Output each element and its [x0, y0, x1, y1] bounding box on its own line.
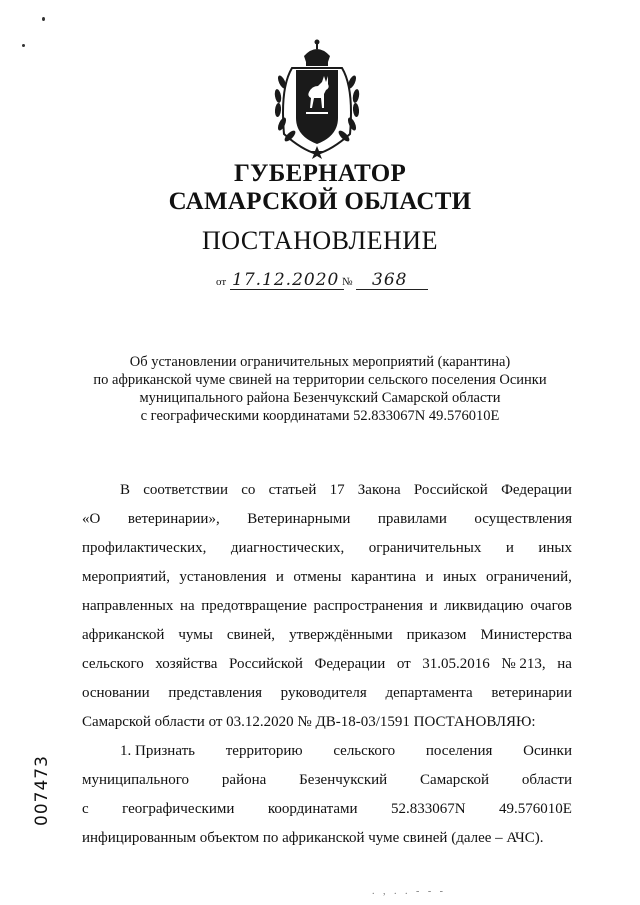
scan-speck	[42, 17, 45, 21]
word: свиней,	[226, 627, 276, 643]
word: очагов	[530, 598, 572, 614]
word: территорию	[225, 743, 303, 759]
word: ликвидацию	[444, 598, 524, 614]
scan-speck	[22, 44, 25, 47]
paragraph-line	[82, 534, 572, 563]
word: Ветеринарными	[247, 511, 351, 527]
word: Самарской	[420, 772, 489, 788]
subject-line: по африканской чуме свиней на территории сельского поселения Осинки	[93, 372, 547, 388]
word: области	[521, 772, 572, 788]
number-prefix: №	[342, 276, 353, 288]
word: чумы	[178, 627, 213, 643]
word: африканской	[82, 627, 165, 643]
word: Федерации	[314, 656, 386, 672]
word: карантина	[350, 569, 417, 585]
word: Российской	[228, 656, 303, 672]
preamble-paragraph	[82, 476, 572, 708]
word: предотвращение	[201, 598, 307, 614]
paragraph-line	[82, 737, 572, 766]
document-type: ПОСТАНОВЛЕНИЕ	[202, 226, 438, 255]
word: профилактических,	[82, 540, 207, 556]
number-value: 368	[372, 270, 408, 290]
issuer-line-2: САМАРСКОЙ ОБЛАСТИ	[168, 188, 472, 215]
word: диагностических,	[230, 540, 345, 556]
paragraph-line	[82, 563, 572, 592]
word: и	[505, 540, 514, 556]
word: иных	[442, 569, 477, 585]
subject-line: Об установлении ограничительных мероприятий (карантина)	[129, 354, 511, 370]
word: района	[221, 772, 267, 788]
word: установления	[179, 569, 267, 585]
word: департамента	[385, 685, 473, 701]
word: с	[82, 801, 89, 817]
date-value: 17.12.2020	[232, 270, 340, 290]
word: и	[425, 569, 434, 585]
date-number-line	[210, 270, 450, 292]
word: и	[429, 598, 438, 614]
number-underline	[356, 289, 428, 290]
word: руководителя	[280, 685, 367, 701]
document-subject	[60, 353, 580, 425]
word: географическими	[122, 801, 235, 817]
registration-number: 007473	[32, 755, 52, 826]
word: муниципального	[82, 772, 190, 788]
word: распространения	[313, 598, 423, 614]
paragraph-line	[82, 795, 572, 824]
paragraph-line	[82, 505, 572, 534]
word: «О	[82, 511, 101, 527]
paragraph-line	[82, 476, 572, 505]
word: от	[396, 656, 411, 672]
word: координатами	[267, 801, 358, 817]
paragraph-line	[82, 650, 572, 679]
paragraph-line	[82, 679, 572, 708]
word: на	[179, 598, 195, 614]
word: Безенчукский	[299, 772, 388, 788]
word: соответствии	[143, 482, 228, 498]
word: осуществления	[474, 511, 572, 527]
word: 49.576010E	[499, 801, 572, 817]
word: основании	[82, 685, 150, 701]
issuer-title	[0, 160, 640, 216]
word: направленных	[82, 598, 174, 614]
clause-1-paragraph	[82, 737, 572, 824]
paragraph-line	[82, 621, 572, 650]
word: Осинки	[523, 743, 572, 759]
word: № 213,	[501, 656, 546, 672]
word: сельского	[82, 656, 144, 672]
word: В	[120, 482, 131, 498]
issuer-line-1: ГУБЕРНАТОР	[233, 160, 407, 187]
document-body	[82, 476, 572, 853]
word: на	[557, 656, 572, 672]
word: утверждёнными	[289, 627, 393, 643]
samara-coat-of-arms-icon	[262, 38, 372, 160]
word: статьей	[268, 482, 317, 498]
paragraph-line: Самарской области от 03.12.2020 № ДВ-18-03/1591 ПОСТАНОВЛЯЮ:	[82, 714, 536, 730]
date-underline	[230, 289, 344, 290]
word: Российской	[413, 482, 488, 498]
word: приказом	[406, 627, 467, 643]
word: хозяйства	[155, 656, 218, 672]
word: иных	[538, 540, 572, 556]
word: со	[241, 482, 256, 498]
paragraph-line	[82, 592, 572, 621]
scan-dots: . , . . - - -	[372, 886, 446, 897]
word: ограничительных	[368, 540, 482, 556]
word: ветеринарии	[491, 685, 572, 701]
word: 31.05.2016	[422, 656, 490, 672]
word: Закона	[357, 482, 401, 498]
word: мероприятий,	[82, 569, 170, 585]
word: Министерства	[480, 627, 572, 643]
subject-line: с географическими координатами 52.833067N 49.576010E	[140, 408, 500, 424]
date-prefix: от	[216, 276, 227, 288]
word: Федерации	[501, 482, 572, 498]
paragraph-line: инфицированным объектом по африканской чуме свиней (далее – АЧС).	[82, 830, 544, 846]
word: поселения	[425, 743, 493, 759]
word: 1. Признать	[120, 743, 195, 759]
word: ограничений,	[486, 569, 572, 585]
word: 52.833067N	[390, 801, 466, 817]
word: и	[275, 569, 284, 585]
subject-line: муниципального района Безенчукский Самарской области	[139, 390, 501, 406]
word: представления	[168, 685, 262, 701]
word: ветеринарии»,	[127, 511, 220, 527]
word: 17	[329, 482, 345, 498]
paragraph-line	[82, 766, 572, 795]
word: сельского	[333, 743, 396, 759]
word: отмены	[293, 569, 342, 585]
word: правилами	[377, 511, 447, 527]
